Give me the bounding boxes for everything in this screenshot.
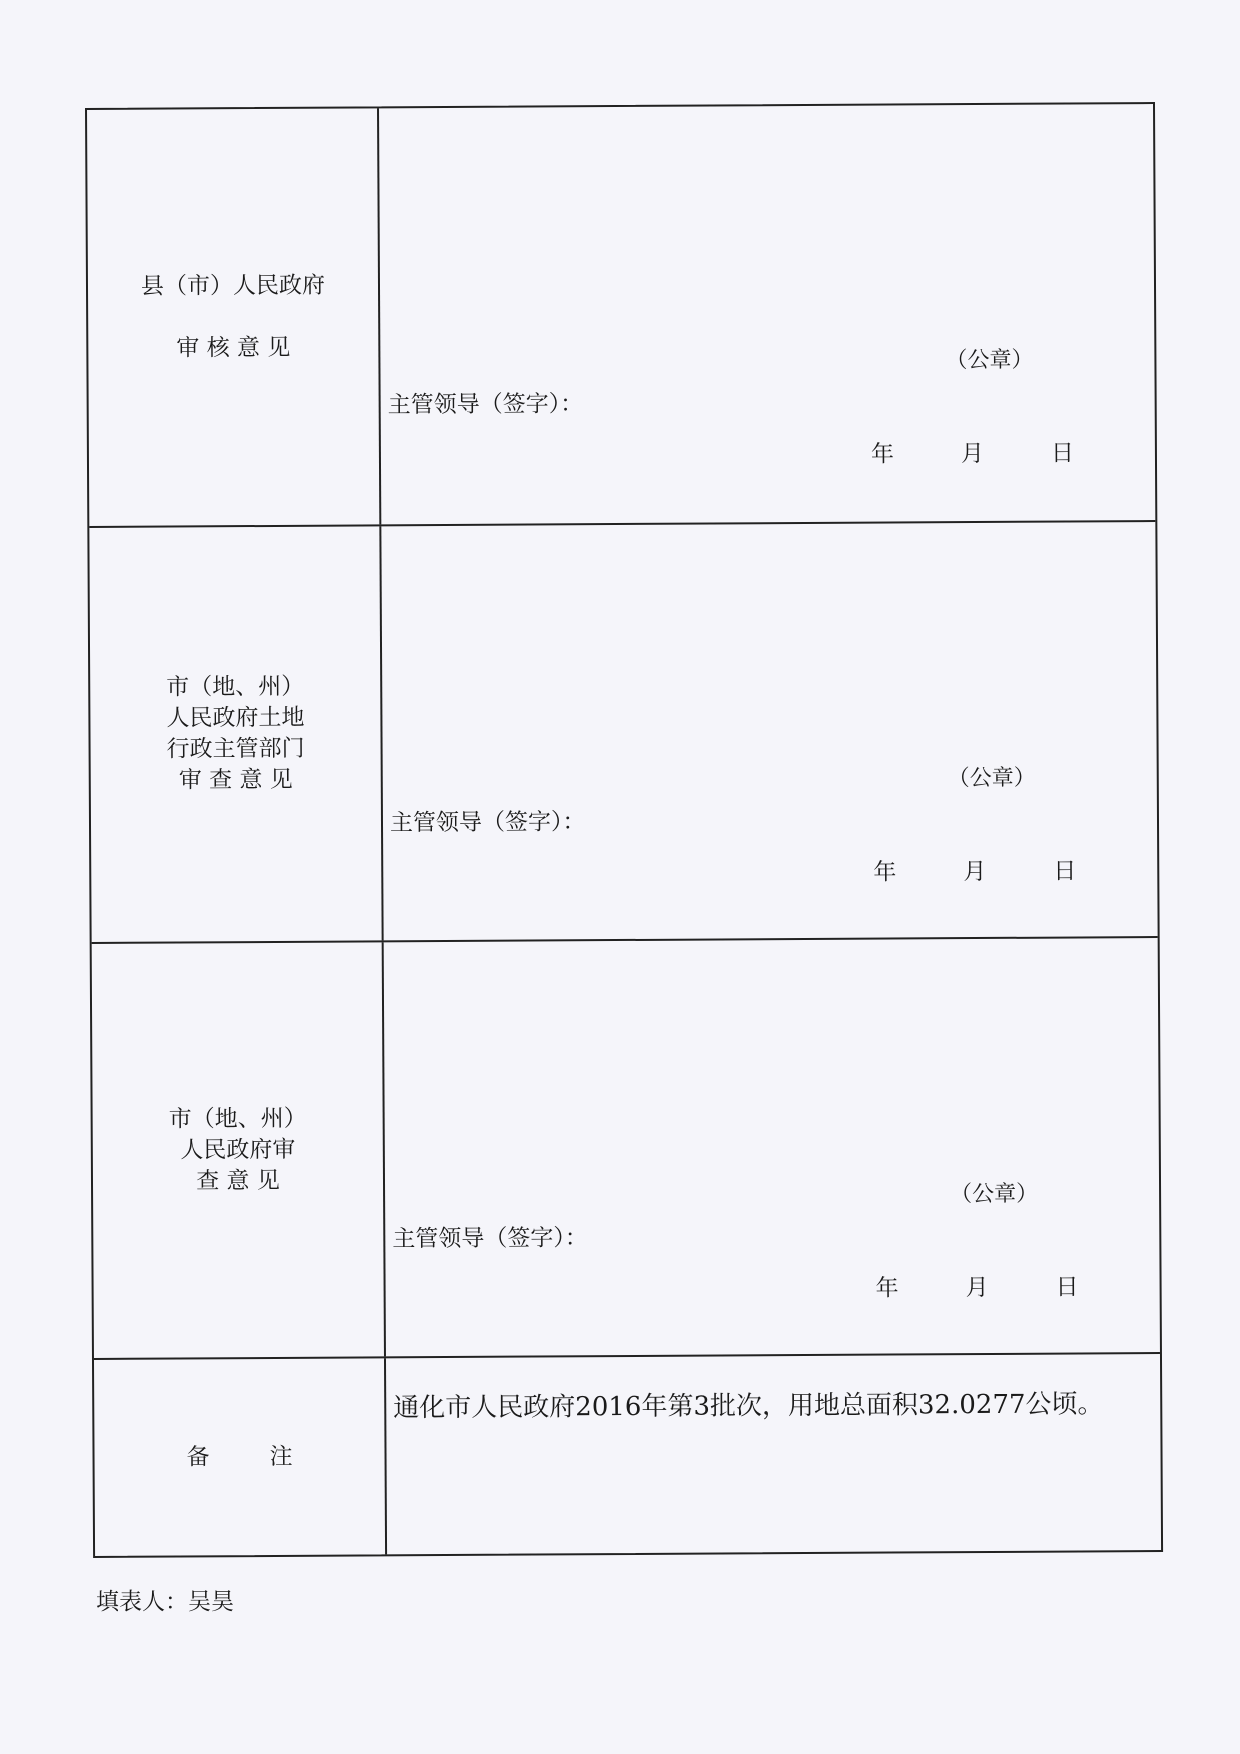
remarks-label-cell — [94, 1358, 387, 1556]
date-month: 月 — [965, 1274, 989, 1302]
remarks-content — [386, 1354, 1161, 1554]
remarks-label: 备注 — [186, 1443, 353, 1470]
county-government-review-label — [87, 108, 381, 526]
official-seal-label: （公章） — [947, 765, 1036, 792]
date-line — [873, 852, 1077, 886]
date-line — [870, 434, 1075, 468]
date-month: 月 — [960, 440, 985, 468]
date-line — [875, 1268, 1079, 1302]
leader-signature-label: 主管领导（签字）： — [389, 809, 586, 837]
label-line: 人民政府土地 — [166, 704, 305, 732]
date-month: 月 — [963, 858, 987, 886]
form-filler: 填表人：吴昊 — [96, 1589, 234, 1615]
date-day: 日 — [1055, 1274, 1079, 1301]
city-land-department-review-label — [89, 526, 383, 942]
city-land-department-review-row — [89, 520, 1157, 942]
remarks-row — [94, 1352, 1161, 1556]
leader-signature-label: 主管领导（签字）： — [392, 1225, 588, 1253]
county-government-review-row — [87, 104, 1155, 526]
official-seal-label: （公章） — [950, 1181, 1039, 1208]
date-day: 日 — [1050, 440, 1075, 467]
leader-signature-label: 主管领导（签字）： — [387, 391, 584, 419]
city-government-review-label — [92, 942, 386, 1358]
label-line: 审 查 意 见 — [178, 766, 293, 794]
label-line: 县（市）人民政府 — [140, 272, 326, 300]
city-land-department-review-content — [381, 522, 1157, 940]
date-year: 年 — [873, 859, 897, 886]
city-government-review-content — [384, 938, 1160, 1356]
label-line: 行政主管部门 — [166, 735, 305, 763]
approval-form-table — [85, 102, 1163, 1558]
official-seal-label: （公章） — [945, 347, 1034, 374]
date-year: 年 — [875, 1275, 899, 1302]
label-line: 审 核 意 见 — [176, 334, 291, 361]
county-government-review-content — [379, 104, 1155, 524]
city-government-review-row — [92, 936, 1160, 1358]
remarks-text: 通化市人民政府2016年第3批次，用地总面积32.0277公顷。 — [393, 1389, 1104, 1424]
label-line: 人民政府审 — [180, 1136, 296, 1163]
date-day: 日 — [1053, 858, 1077, 885]
label-line: 市（地、州） — [168, 1105, 307, 1133]
label-line: 市（地、州） — [166, 673, 305, 701]
label-line: 查 意 见 — [196, 1167, 280, 1194]
date-year: 年 — [870, 441, 895, 468]
